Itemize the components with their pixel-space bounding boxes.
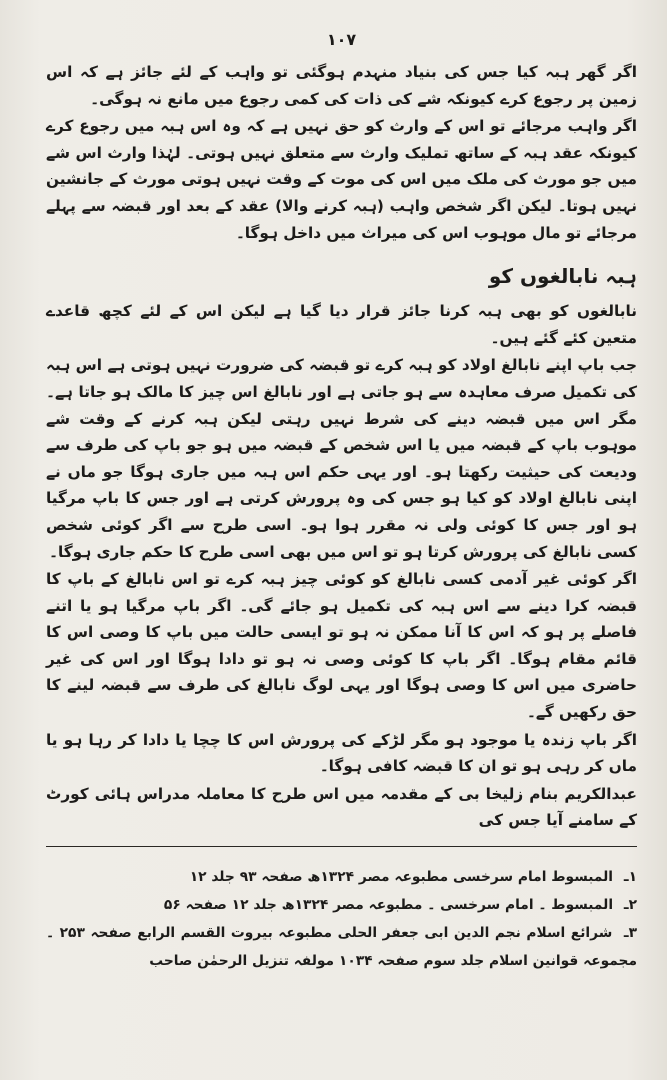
footnote-number: ۲ـ: [623, 897, 637, 914]
footnote-number: ۳ـ: [623, 925, 637, 942]
footnote-divider: [46, 846, 637, 847]
footnote-text: المبسوط ۔ امام سرخسی ۔ مطبوعہ مصر ۱۳۲۴ھ جلد ۱۲ صفحہ ۵۶: [163, 897, 614, 914]
paragraph-7: عبدالکریم بنام زلیخا بی کے مقدمہ میں اس طرح کا معاملہ مدراس ہائی کورٹ کے سامنے آیا جس کی: [46, 784, 637, 830]
footnote-2: [46, 891, 637, 919]
paragraph-6: اگر باپ زندہ یا موجود ہو مگر لڑکے کی پرورش اس کا چچا یا دادا کر رہا ہو یا ماں کر رہی ہو تو ان کا قبضہ کافی ہوگا۔: [46, 730, 637, 776]
footnote-text: المبسوط امام سرخسی مطبوعہ مصر ۱۳۲۴ھ صفحہ ۹۳ جلد ۱۲: [189, 869, 614, 886]
footnotes: [46, 863, 637, 975]
body-text: [46, 59, 637, 834]
footnote-3: [46, 919, 637, 975]
footnote-text: شرائع اسلام نجم الدین ابی جعفر الحلی مطبوعہ بیروت القسم الرابع صفحہ ۲۵۳ ۔ مجموعہ قوانین اسلام جلد سوم صفحہ ۱۰۳۴ مولفہ تنزیل الرحمٰن صاحب: [46, 925, 637, 970]
footnote-number: ۱ـ: [623, 869, 637, 886]
section-heading: ہبہ نابالغوں کو: [488, 264, 637, 289]
page-number: ۱۰۷: [326, 30, 357, 49]
paragraph-4: جب باپ اپنے نابالغ اولاد کو ہبہ کرے تو قبضہ کی ضرورت نہیں ہوتی ہے اس ہبہ کی تکمیل صرف معاہدہ سے ہو جاتی ہے اور نابالغ اس چیز کا مالک ہو جاتا ہے۔ مگر اس میں قبضہ دینے کی شرط نہیں رہتی لیکن ہبہ کرنے کے وقت شے موہوب باپ کے قبضہ میں یا اس شخص کے قبضہ میں ہو جو باپ کی طرف سے ودیعت کی حیثیت رکھتا ہو۔ اور یہی حکم اس ہبہ میں جاری ہوگا جو ماں نے اپنی نابالغ اولاد کو کیا ہو جس کی وہ پرورش کرتی ہے اور جس کا باپ مرگیا ہو اور جس کا کوئی ولی نہ مقرر ہوا ہو۔ اسی طرح سے اگر کوئی شخص کسی نابالغ کی پرورش کرتا ہو تو اس میں بھی اسی طرح کا حکم جاری ہوگا۔: [46, 356, 637, 561]
paragraph-5: اگر کوئی غیر آدمی کسی نابالغ کو کوئی چیز ہبہ کرے تو اس نابالغ کے باپ کا قبضہ کرا دینے سے اس ہبہ کی تکمیل ہو جائے گی۔ اگر باپ مرگیا ہو یا اتنے فاصلے پر ہو کہ اس کا آنا ممکن نہ ہو تو ایسی حالت میں باپ کا وصی اس کا قائم مقام ہوگا۔ اگر باپ کا کوئی وصی نہ ہو تو دادا ہوگا اور اس کی غیر حاضری میں اس کا وصی ہوگا اور یہی لوگ نابالغ کی طرف سے قبضہ لینے کا حق رکھیں گے۔: [46, 570, 637, 722]
paragraph-3: نابالغوں کو بھی ہبہ کرنا جائز قرار دیا گیا ہے لیکن اس کے لئے کچھ قاعدے متعین کئے گئے ہیں۔: [46, 302, 637, 347]
paragraph-2: اگر واہب مرجائے تو اس کے وارث کو حق نہیں ہے کہ وہ اس ہبہ میں رجوع کرے کیونکہ عقد ہبہ کے ساتھ تملیک وارث سے متعلق نہیں ہوتی۔ لہٰذا وارث اس شے میں جو مورث کی ملک میں اس کی موت کے وقت نہیں ہوتی مورث کے جانشین نہیں ہوتا۔ لیکن اگر شخص واہب (ہبہ کرنے والا) عقد کے بعد اور قبضہ سے پہلے مرجائے تو مال موہوب اس کی میراث میں داخل ہوگا۔: [46, 117, 637, 242]
footnote-1: [46, 863, 637, 891]
paragraph-1: اگر گھر ہبہ کیا جس کی بنیاد منہدم ہوگئی تو واہب کے لئے جائز ہے کہ اس زمین پر رجوع کرے کیونکہ شے کی ذات کی کمی رجوع میں مانع نہ ہوگی۔: [46, 63, 637, 108]
